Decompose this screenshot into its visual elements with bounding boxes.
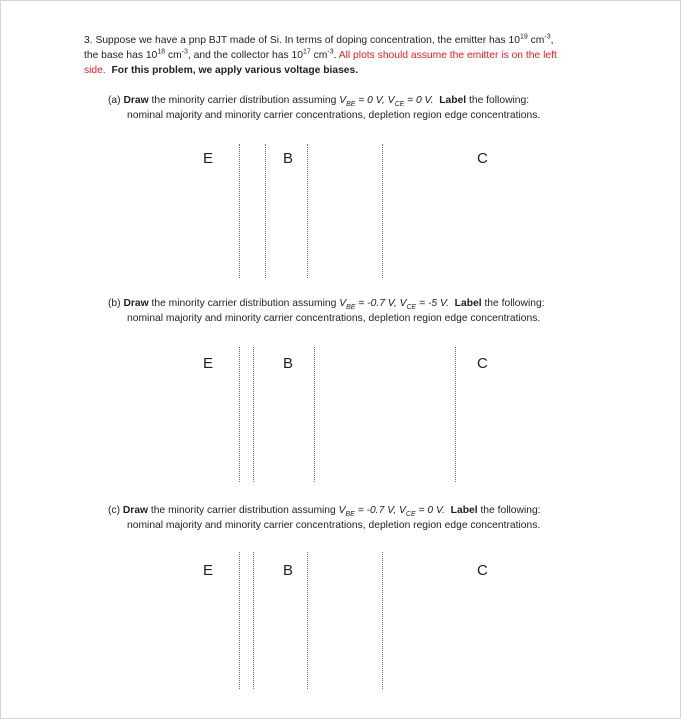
part-c-eb-junction-left-line bbox=[239, 552, 240, 689]
emitter-side-note: All plots should assume the emitter is on the left bbox=[338, 50, 557, 61]
part-c-eb-junction-right-line bbox=[253, 552, 254, 689]
part-c-bc-junction-right-line bbox=[382, 552, 383, 689]
emitter-side-note-end: side. bbox=[84, 65, 106, 76]
part-a-eb-junction-right-line bbox=[265, 144, 266, 278]
part-b-collector-label: C bbox=[477, 355, 488, 372]
part-c-collector-label: C bbox=[477, 562, 488, 579]
part-a-bc-junction-right-line bbox=[382, 144, 383, 278]
part-a-question: (a) Draw the minority carrier distribution assuming $V_{BE} = 0$ V, $V_{CE} = 0$ V. Label the following: nominal majority and minority carrier concentrations, depletion region edge concentrations. bbox=[108, 95, 541, 121]
part-b-eb-junction-left-line bbox=[239, 347, 240, 482]
part-a-emitter-label: E bbox=[203, 150, 214, 167]
part-c-emitter-label: E bbox=[203, 562, 214, 579]
part-a-eb-junction-left-line bbox=[239, 144, 240, 278]
bias-statement: For this problem, we apply various voltage biases. bbox=[111, 65, 359, 76]
part-c-base-label: B bbox=[283, 562, 294, 579]
part-b-question: (b) Draw the minority carrier distribution assuming $V_{BE} = -0.7$ V, $V_{CE} = -5$ V. Label the following: nominal majority and minority carrier concentrations, depletion region edge concentrations. bbox=[108, 298, 545, 324]
part-b-bc-junction-right-line bbox=[455, 347, 456, 482]
part-b-eb-junction-right-line bbox=[253, 347, 254, 482]
part-c-bc-junction-left-line bbox=[307, 552, 308, 689]
part-b-bc-junction-left-line bbox=[314, 347, 315, 482]
part-a-collector-label: C bbox=[477, 150, 488, 167]
problem-statement bbox=[84, 33, 624, 78]
part-a-bc-junction-left-line bbox=[307, 144, 308, 278]
part-b-emitter-label: E bbox=[203, 355, 214, 372]
part-b-base-label: B bbox=[283, 355, 294, 372]
intro-line-2: the base has $10^{18}$ $cm^{-3}$, and the collector has $10^{17}$ $cm^{-3}$. All plots should assume the emitter is on the left bbox=[84, 48, 557, 61]
intro-line-3 bbox=[84, 63, 624, 78]
part-a-base-label: B bbox=[283, 150, 294, 167]
part-c-question: (c) Draw the minority carrier distribution assuming $V_{BE} = -0.7$ V, $V_{CE} = 0$ V. Label the following: nominal majority and minority carrier concentrations, depletion region edge concentrations. bbox=[108, 505, 541, 531]
intro-line-1: 3. Suppose we have a pnp BJT made of Si. In terms of doping concentration, the emitter has $10^{19}$ $cm^{-3}$, bbox=[84, 33, 554, 46]
